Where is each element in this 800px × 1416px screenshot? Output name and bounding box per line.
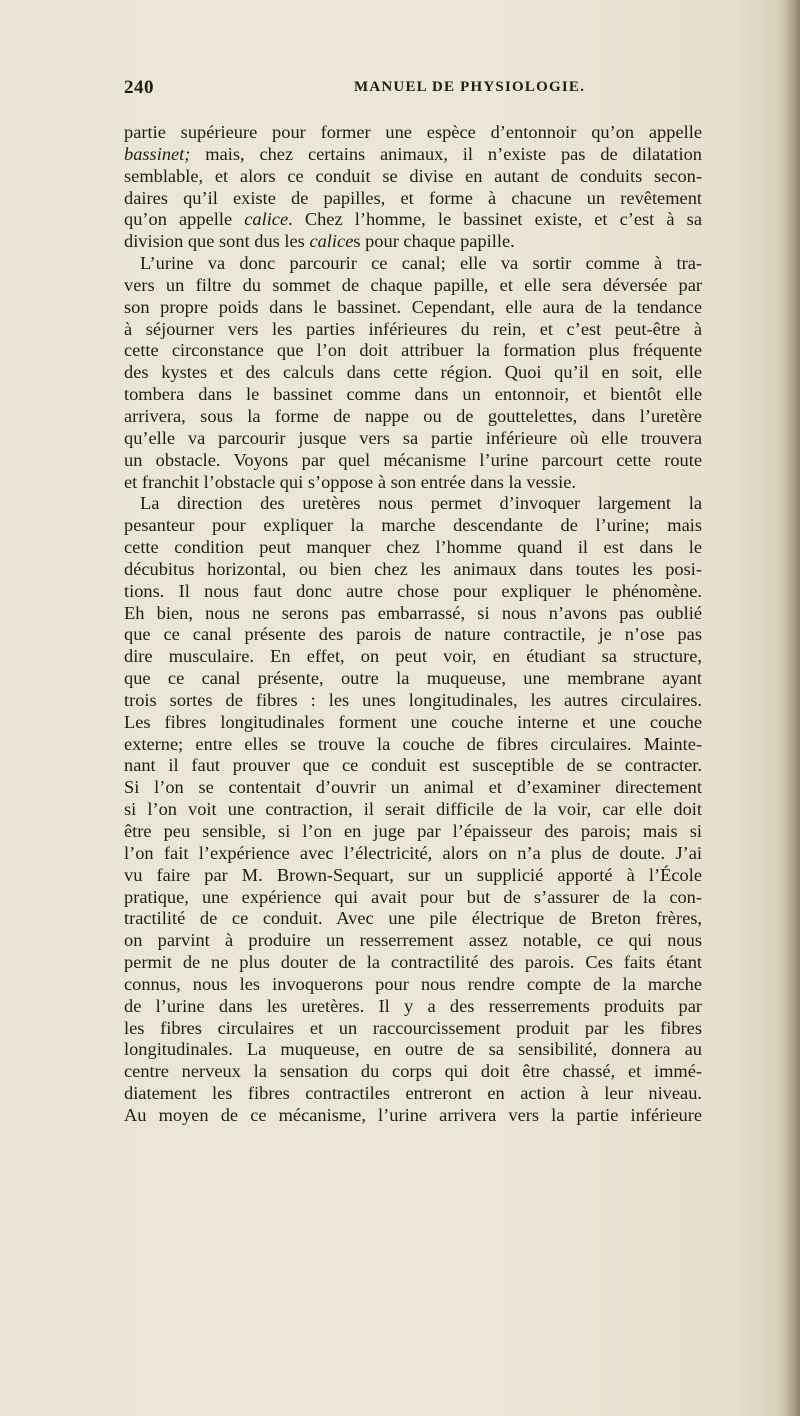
text-line: dire musculaire. En effet, on peut voir, en étudiant sa structure, bbox=[124, 646, 702, 667]
text-line: à séjourner vers les parties inférieures du rein, et c’est peut-être à bbox=[124, 318, 702, 339]
text-line: diatement les fibres contractiles entreront en action à leur niveau. bbox=[124, 1083, 702, 1104]
text-line: un obstacle. Voyons par quel mécanisme l’urine parcourt cette route bbox=[124, 449, 702, 470]
text-line: semblable, et alors ce conduit se divise en autant de conduits secon- bbox=[124, 165, 702, 186]
text-line: Au moyen de ce mécanisme, l’urine arrivera vers la partie inférieure bbox=[124, 1104, 702, 1125]
text-line: décubitus horizontal, ou bien chez les animaux dans toutes les posi- bbox=[124, 558, 702, 579]
text-line: cette circonstance que l’on doit attribuer la formation plus fréquente bbox=[124, 340, 702, 361]
text-line: des kystes et des calculs dans cette région. Quoi qu’il en soit, elle bbox=[124, 362, 702, 383]
text-line: l’on fait l’expérience avec l’électricité, alors on n’a plus de doute. J’ai bbox=[124, 842, 702, 863]
text-line: tombera dans le bassinet comme dans un entonnoir, et bientôt elle bbox=[124, 384, 702, 405]
text-line: Si l’on se contentait d’ouvrir un animal et d’examiner directement bbox=[124, 777, 702, 798]
text-line: pesanteur pour expliquer la marche descendante de l’urine; mais bbox=[124, 515, 702, 536]
text-line: que ce canal présente, outre la muqueuse, une membrane ayant bbox=[124, 668, 702, 689]
text-line: bassinet; mais, chez certains animaux, il n’existe pas de dilatation bbox=[124, 143, 702, 164]
text-line: permit de ne plus douter de la contractilité des parois. Ces faits étant bbox=[124, 952, 702, 973]
text-line: trois sortes de fibres : les unes longitudinales, les autres circulaires. bbox=[124, 689, 702, 710]
page-number: 240 bbox=[124, 77, 154, 98]
text-line: connus, nous les invoquerons pour nous rendre compte de la marche bbox=[124, 973, 702, 994]
text-line: partie supérieure pour former une espèce d’entonnoir qu’on appelle bbox=[124, 122, 702, 142]
text-line: qu’elle va parcourir jusque vers sa partie inférieure où elle trouvera bbox=[124, 427, 702, 448]
page-edge-shadow bbox=[782, 0, 800, 1416]
text-line: Les fibres longitudinales forment une couche interne et une couche bbox=[124, 711, 702, 732]
text-line: pratique, une expérience qui avait pour but de s’assurer de la con- bbox=[124, 886, 702, 907]
text-line: division que sont dus les calices pour chaque papille. bbox=[124, 231, 515, 252]
text-line: tions. Il nous faut donc autre chose pour expliquer le phénomène. bbox=[124, 580, 702, 601]
text-line: vu faire par M. Brown-Sequart, sur un supplicié apporté à l’École bbox=[124, 864, 702, 885]
text-line: être peu sensible, si l’on en juge par l’épaisseur des parois; mais si bbox=[124, 821, 702, 841]
text-line: tractilité de ce conduit. Avec une pile électrique de Breton frères, bbox=[124, 908, 702, 929]
text-line: de l’urine dans les uretères. Il y a des resserrements produits par bbox=[124, 995, 702, 1016]
running-title: MANUEL DE PHYSIOLOGIE. bbox=[354, 79, 586, 95]
text-line: nant il faut prouver que ce conduit est susceptible de se contracter. bbox=[124, 755, 702, 776]
text-line: que ce canal présente des parois de nature contractile, je n’ose pas bbox=[124, 624, 702, 645]
text-line: cette condition peut manquer chez l’homme quand il est dans le bbox=[124, 537, 702, 558]
text-line: qu’on appelle calice. Chez l’homme, le bassinet existe, et c’est à sa bbox=[124, 209, 702, 230]
text-line: on parvint à produire un resserrement assez notable, ce qui nous bbox=[124, 930, 702, 951]
text-line: centre nerveux la sensation du corps qui doit être chassé, et immé- bbox=[124, 1061, 702, 1082]
text-line: son propre poids dans le bassinet. Cependant, elle aura de la tendance bbox=[124, 296, 702, 317]
text-line: externe; entre elles se trouve la couche de fibres circulaires. Mainte- bbox=[124, 733, 702, 754]
text-line: Eh bien, nous ne serons pas embarrassé, si nous n’avons pas oublié bbox=[124, 602, 702, 623]
text-line: daires qu’il existe de papilles, et forme à chacune un revêtement bbox=[124, 187, 702, 208]
text-line: L’urine va donc parcourir ce canal; elle va sortir comme à tra- bbox=[140, 253, 702, 274]
text-line: et franchit l’obstacle qui s’oppose à son entrée dans la vessie. bbox=[124, 471, 576, 492]
running-head bbox=[124, 77, 700, 105]
text-line: vers un filtre du sommet de chaque papille, et elle sera déversée par bbox=[124, 274, 702, 295]
text-line: les fibres circulaires et un raccourcissement produit par les fibres bbox=[124, 1017, 702, 1038]
body-text bbox=[124, 122, 702, 1127]
text-line: longitudinales. La muqueuse, en outre de sa sensibilité, donnera au bbox=[124, 1039, 702, 1060]
text-line: La direction des uretères nous permet d’invoquer largement la bbox=[140, 493, 702, 514]
text-line: si l’on voit une contraction, il serait difficile de la voir, car elle doit bbox=[124, 799, 702, 820]
text-line: arrivera, sous la forme de nappe ou de gouttelettes, dans l’uretère bbox=[124, 405, 702, 426]
